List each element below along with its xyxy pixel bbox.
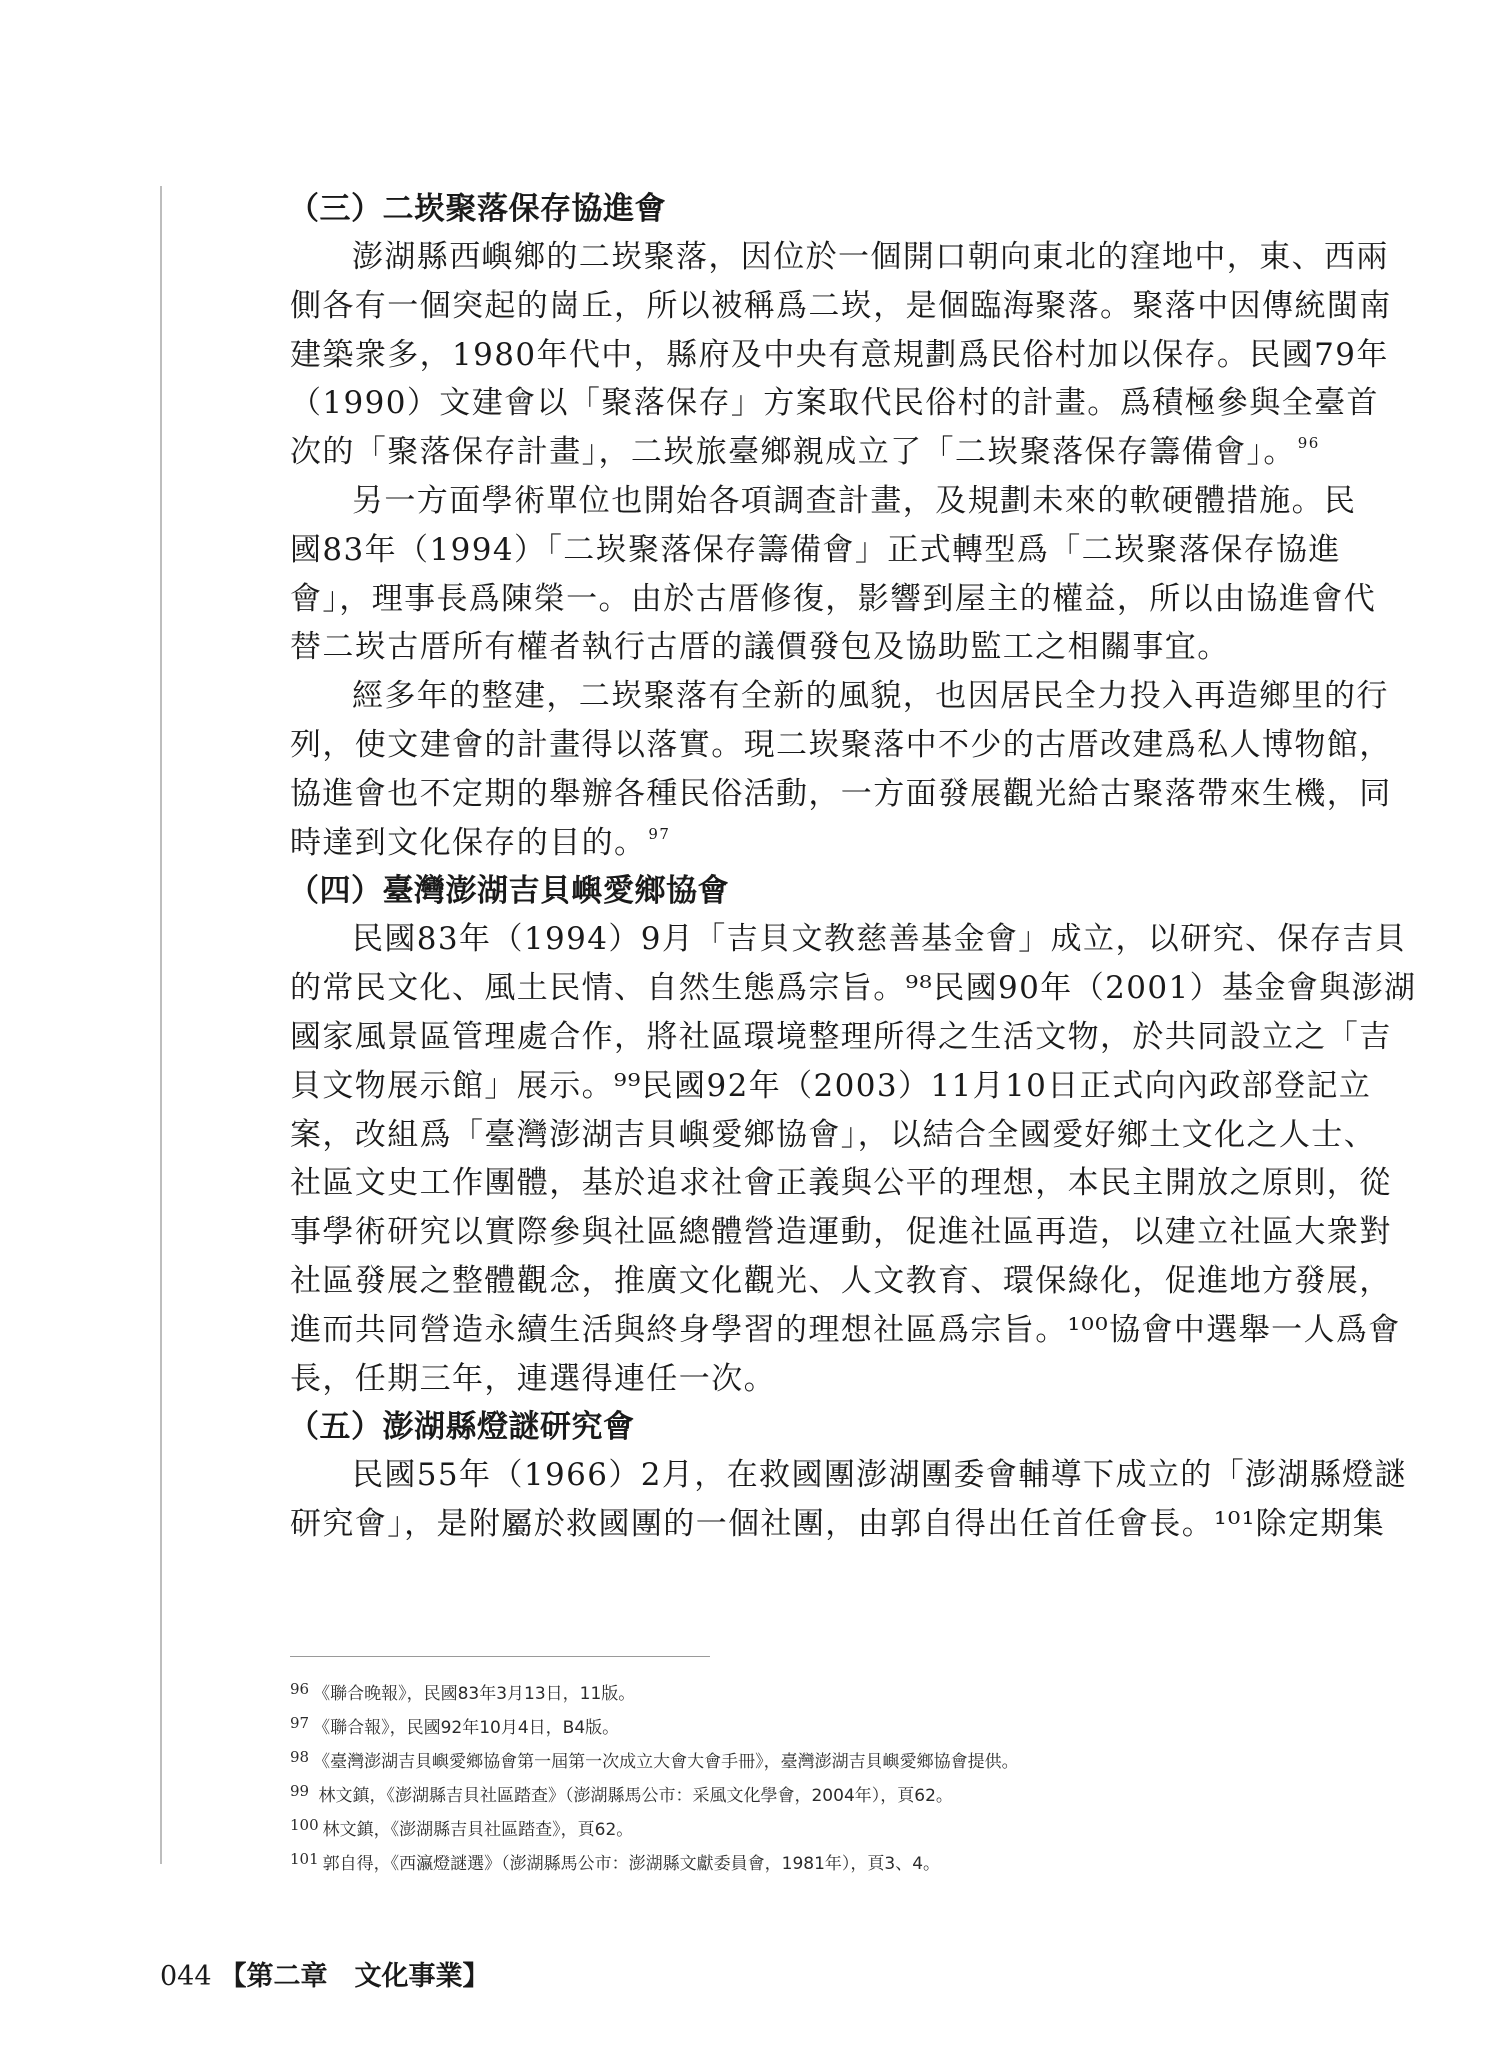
footnote-separator bbox=[290, 1656, 710, 1657]
line-text: 社區文史工作團體，基於追求社會正義與公平的理想，本民主開放之原則，從 bbox=[290, 1165, 1392, 1202]
line-text: 經多年的整建，二崁聚落有全新的風貌，也因居民全力投入再造鄉里的行 bbox=[352, 678, 1389, 715]
line-text: （1990）文建會以「聚落保存」方案取代民俗村的計畫。爲積極參與全臺首 bbox=[290, 385, 1379, 422]
main-text bbox=[288, 185, 1417, 1549]
footnote-ref: 96 bbox=[1297, 434, 1320, 453]
text-line bbox=[290, 379, 1379, 428]
line-text: 澎湖縣西嶼鄉的二崁聚落，因位於一個開口朝向東北的窪地中，東、西兩 bbox=[352, 239, 1389, 275]
footnote bbox=[290, 1842, 1320, 1876]
footnote-number: 101 bbox=[290, 1850, 319, 1868]
text-line bbox=[290, 282, 1392, 331]
page-footer bbox=[160, 1960, 490, 1994]
text-line bbox=[290, 1257, 1392, 1306]
line-text: 側各有一個突起的崗丘，所以被稱爲二崁，是個臨海聚落。聚落中因傳統閩南 bbox=[290, 287, 1392, 324]
line-text: 國83年（1994）「二崁聚落保存籌備會」正式轉型爲「二崁聚落保存協進 bbox=[290, 531, 1341, 568]
text-line bbox=[290, 1159, 1392, 1208]
line-text: 社區發展之整體觀念，推廣文化觀光、人文教育、環保綠化，促進地方發展， bbox=[290, 1262, 1392, 1299]
text-line bbox=[290, 623, 1325, 672]
line-text: 貝文物展示館」展示。⁹⁹民國92年（2003）11月10日正式向內政部登記立 bbox=[290, 1067, 1372, 1104]
line-text: 長，任期三年，連選得連任一次。 bbox=[290, 1360, 776, 1397]
text-line bbox=[290, 1451, 1408, 1500]
footnote-text: 《聯合報》，民國92年10月4日，B4版。 bbox=[313, 1718, 620, 1738]
line-text: 研究會」，是附屬於救國團的一個社團，由郭自得出任首任會長。¹⁰¹除定期集 bbox=[290, 1506, 1386, 1543]
footnote bbox=[290, 1706, 1320, 1740]
text-line bbox=[290, 721, 1392, 770]
line-text: 時達到文化保存的目的。 bbox=[290, 824, 647, 861]
footnote-number: 100 bbox=[290, 1816, 319, 1834]
section-heading: （四）臺灣澎湖吉貝嶼愛鄉協會 bbox=[288, 873, 729, 910]
footnote-number: 99 bbox=[290, 1782, 310, 1800]
text-line bbox=[290, 964, 1417, 1013]
line-text: 列，使文建會的計畫得以落實。現二崁聚落中不少的古厝改建爲私人博物館， bbox=[290, 726, 1392, 763]
text-line bbox=[290, 526, 1341, 575]
line-text: 次的「聚落保存計畫」，二崁旅臺鄉親成立了「二崁聚落保存籌備會」。 bbox=[290, 434, 1296, 471]
line-text: 民國55年（1966）2月，在救國團澎湖團委會輔導下成立的「澎湖縣燈謎 bbox=[352, 1457, 1408, 1494]
line-text: 民國83年（1994）9月「吉貝文教慈善基金會」成立，以研究、保存吉貝 bbox=[352, 921, 1408, 958]
footnote bbox=[290, 1740, 1320, 1774]
footnotes bbox=[290, 1672, 1320, 1876]
line-text: 國家風景區管理處合作，將社區環境整理所得之生活文物，於共同設立之「吉 bbox=[290, 1018, 1392, 1055]
text-line bbox=[290, 428, 1325, 477]
footnote-text: 《臺灣澎湖吉貝嶼愛鄉協會第一屆第一次成立大會大會手冊》，臺灣澎湖吉貝嶼愛鄉協會提供。 bbox=[313, 1752, 1019, 1772]
paragraph bbox=[290, 477, 1377, 672]
footnote-text: 郭自得，《西瀛燈謎選》（澎湖縣馬公市：澎湖縣文獻委員會，1981年），頁3、4。 bbox=[322, 1854, 941, 1874]
text-line bbox=[290, 1111, 1377, 1160]
text-line bbox=[290, 477, 1357, 526]
paragraph bbox=[290, 915, 1417, 1403]
text-line bbox=[290, 233, 1389, 282]
text-line bbox=[290, 672, 1389, 721]
text-line bbox=[290, 1355, 1325, 1404]
paragraph bbox=[290, 233, 1392, 477]
footnote bbox=[290, 1774, 1320, 1808]
footnote-ref: 97 bbox=[648, 824, 671, 843]
paragraph bbox=[290, 672, 1392, 867]
footnote bbox=[290, 1808, 1320, 1842]
footnote-text: 林文鎮，《澎湖縣吉貝社區踏查》，頁62。 bbox=[322, 1820, 634, 1840]
text-line bbox=[290, 1500, 1386, 1549]
page-number: 044 bbox=[160, 1961, 212, 1992]
text-line bbox=[290, 819, 1325, 868]
line-text: 案，改組爲「臺灣澎湖吉貝嶼愛鄉協會」，以結合全國愛好鄉土文化之人士、 bbox=[290, 1116, 1377, 1153]
text-line bbox=[290, 1013, 1392, 1062]
text-line bbox=[290, 1208, 1392, 1257]
footnote-text: 《聯合晚報》，民國83年3月13日，11版。 bbox=[313, 1684, 636, 1704]
footnote-text: 林文鎮，《澎湖縣吉貝社區踏查》（澎湖縣馬公市：采風文化學會，2004年），頁62。 bbox=[313, 1786, 953, 1806]
footnote bbox=[290, 1672, 1320, 1706]
text-line bbox=[290, 1306, 1401, 1355]
line-text: 會」，理事長爲陳榮一。由於古厝修復，影響到屋主的權益，所以由協進會代 bbox=[290, 580, 1377, 617]
text-line bbox=[290, 331, 1389, 380]
line-text: 事學術研究以實際參與社區總體營造運動，促進社區再造，以建立社區大衆對 bbox=[290, 1214, 1392, 1251]
paragraph bbox=[290, 1451, 1408, 1549]
section-heading: （三）二崁聚落保存協進會 bbox=[288, 191, 666, 227]
margin-rule bbox=[160, 186, 162, 1864]
text-line bbox=[290, 770, 1392, 819]
line-text: 建築衆多，1980年代中，縣府及中央有意規劃爲民俗村加以保存。民國79年 bbox=[290, 336, 1389, 373]
section-heading: （五）澎湖縣燈謎研究會 bbox=[288, 1409, 635, 1446]
line-text: 協進會也不定期的舉辦各種民俗活動，一方面發展觀光給古聚落帶來生機，同 bbox=[290, 775, 1392, 812]
line-text: 進而共同營造永續生活與終身學習的理想社區爲宗旨。¹⁰⁰協會中選舉一人爲會 bbox=[290, 1311, 1401, 1348]
line-text: 替二崁古厝所有權者執行古厝的議價發包及協助監工之相關事宜。 bbox=[290, 629, 1230, 666]
line-text: 的常民文化、風土民情、自然生態爲宗旨。⁹⁸民國90年（2001）基金會與澎湖 bbox=[290, 970, 1417, 1007]
text-line bbox=[290, 915, 1408, 964]
text-line bbox=[290, 575, 1377, 624]
text-line bbox=[290, 1062, 1372, 1111]
line-text: 另一方面學術單位也開始各項調查計畫，及規劃未來的軟硬體措施。民 bbox=[352, 482, 1357, 519]
footnote-number: 98 bbox=[290, 1748, 310, 1766]
footnote-number: 97 bbox=[290, 1714, 310, 1732]
footnote-number: 96 bbox=[290, 1680, 310, 1698]
chapter-label: 【第二章 文化事業】 bbox=[219, 1961, 490, 1992]
